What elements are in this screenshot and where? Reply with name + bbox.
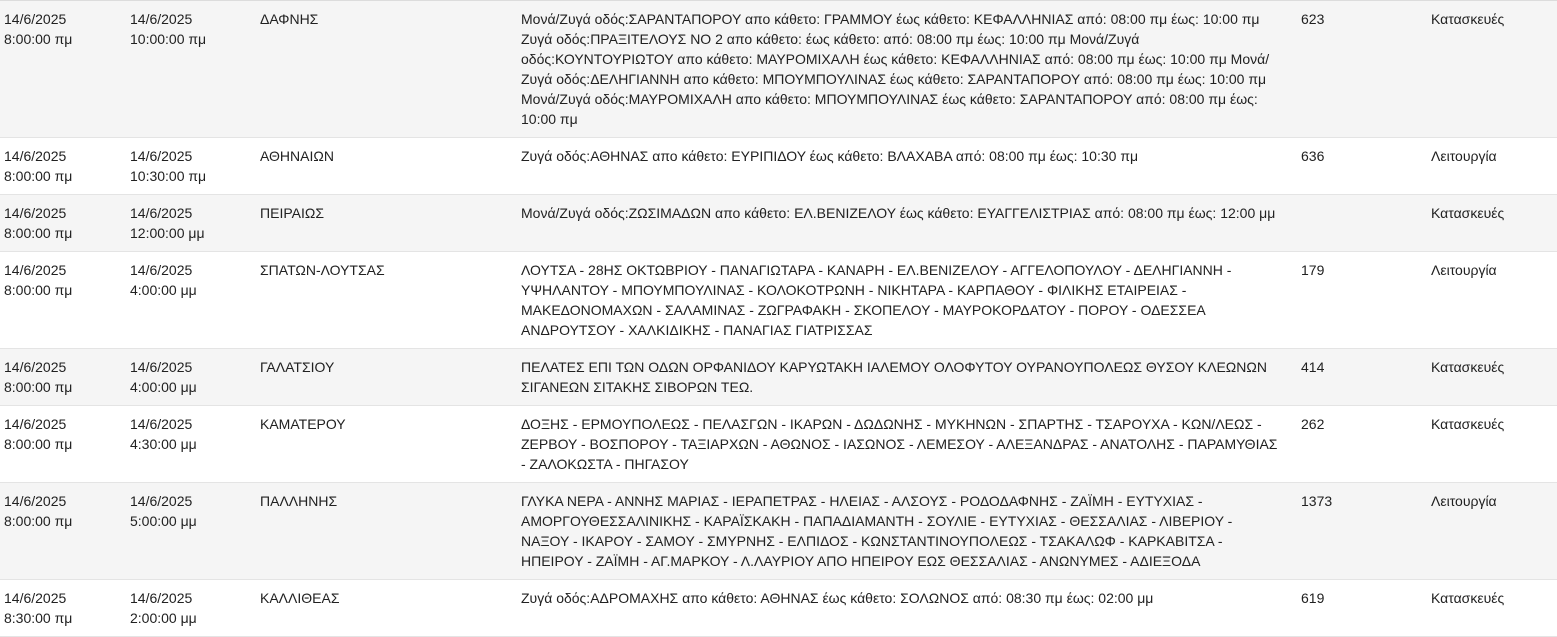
description-cell: Μονά/Ζυγά οδός:ΣΑΡΑΝΤΑΠΟΡΟΥ απο κάθετο: ΓΡΑΜΜΟΥ έως κάθετο: ΚΕΦΑΛΛΗΝΙΑΣ από: 08:00 πμ έως: 10:00 πμ Ζυγά οδός:ΠΡΑΞΙΤΕΛΟΥΣ ΝΟ 2 απο κάθετο: έως κάθετο: από: 08:00 πμ έως: 10:00 πμ Μονά/Ζυγά οδός:ΚΟΥΝΤΟΥΡΙΩΤΟΥ απο κάθετο: ΜΑΥΡΟΜΙΧΑΛΗ έως κάθετο: ΚΕΦΑΛΛΗΝΙΑΣ από: 08:00 πμ έως: 10:00 πμ Μονά/Ζυγά οδός:ΔΕΛΗΓΙΑΝΝΗ απο κάθετο: ΜΠΟΥΜΠΟΥΛΙΝΑΣ έως κάθετο: ΣΑΡΑΝΤΑΠΟΡΟΥ από: 08:00 πμ έως: 10:00 πμ Μονά/Ζυγά οδός:ΜΑΥΡΟΜΙΧΑΛΗ απο κάθετο: ΜΠΟΥΜΠΟΥΛΙΝΑΣ έως κάθετο: ΣΑΡΑΝΤΑΠΟΡΟΥ από: 08:00 πμ έως: 10:00 πμ [521,11,1270,127]
end-time: 2:00:00 μμ [130,610,197,626]
description-cell: ΠΕΛΑΤΕΣ ΕΠΙ ΤΩΝ ΟΔΩΝ ΟΡΦΑΝΙΔΟΥ ΚΑΡΥΩΤΑΚΗ ΙΑΛΕΜΟΥ ΟΛΟΦΥΤΟΥ ΟΥΡΑΝΟΥΠΟΛΕΩΣ ΘΥΣΟΥ ΚΛΕΩΝΩΝ ΣΙΓΑΝΕΩΝ ΣΙΤΑΚΗΣ ΣΙΒΟΡΩΝ ΤΕΩ. [521,359,1267,395]
end-datetime-cell [130,146,260,186]
end-datetime-cell [130,260,260,300]
end-date: 14/6/2025 [130,416,193,432]
type-cell: Κατασκευές [1431,590,1505,606]
number-cell: 1373 [1301,493,1333,509]
start-date: 14/6/2025 [4,205,67,221]
start-datetime-cell [0,9,130,49]
start-date: 14/6/2025 [4,416,67,432]
area-cell: ΓΑΛΑΤΣΙΟΥ [260,359,335,375]
end-time: 4:30:00 μμ [130,436,197,452]
start-time: 8:00:00 πμ [4,513,73,529]
number-cell: 636 [1301,148,1325,164]
table-row [0,580,1557,637]
start-datetime-cell [0,260,130,300]
area-cell: ΠΑΛΛΗΝΗΣ [260,493,338,509]
description-cell: Ζυγά οδός:ΑΔΡΟΜΑΧΗΣ απο κάθετο: ΑΘΗΝΑΣ έως κάθετο: ΣΟΛΩΝΟΣ από: 08:30 πμ έως: 02:00 μμ [521,590,1154,606]
area-cell: ΠΕΙΡΑΙΩΣ [260,205,324,221]
table-row [0,252,1557,349]
end-datetime-cell [130,588,260,628]
table-row [0,483,1557,580]
end-datetime-cell [130,203,260,243]
end-date: 14/6/2025 [130,205,193,221]
table-row [0,195,1557,252]
type-cell: Λειτουργία [1431,148,1497,164]
start-date: 14/6/2025 [4,493,67,509]
area-cell: ΔΑΦΝΗΣ [260,11,319,27]
start-date: 14/6/2025 [4,11,67,27]
table-row [0,349,1557,406]
description-cell: ΔΟΞΗΣ - ΕΡΜΟΥΠΟΛΕΩΣ - ΠΕΛΑΣΓΩΝ - ΙΚΑΡΩΝ - ΔΩΔΩΝΗΣ - ΜΥΚΗΝΩΝ - ΣΠΑΡΤΗΣ - ΤΣΑΡΟΥΧΑ - ΚΩΝ/ΛΕΩΣ - ΖΕΡΒΟΥ - ΒΟΣΠΟΡΟΥ - ΤΑΞΙΑΡΧΩΝ - ΑΘΩΝΟΣ - ΙΑΣΩΝΟΣ - ΛΕΜΕΣΟΥ - ΑΛΕΞΑΝΔΡΑΣ - ΑΝΑΤΟΛΗΣ - ΠΑΡΑΜΥΘΙΑΣ - ΖΑΛΟΚΩΣΤΑ - ΠΗΓΑΣΟΥ [521,416,1278,472]
start-datetime-cell [0,146,130,186]
type-cell: Λειτουργία [1431,262,1497,278]
start-time: 8:00:00 πμ [4,436,73,452]
end-date: 14/6/2025 [130,590,193,606]
type-cell: Κατασκευές [1431,359,1505,375]
end-time: 4:00:00 μμ [130,282,197,298]
start-time: 8:00:00 πμ [4,379,73,395]
area-cell: ΑΘΗΝΑΙΩΝ [260,148,334,164]
start-datetime-cell [0,491,130,531]
end-datetime-cell [130,357,260,397]
type-cell: Κατασκευές [1431,205,1505,221]
number-cell: 623 [1301,11,1325,27]
start-date: 14/6/2025 [4,262,67,278]
type-cell: Κατασκευές [1431,416,1505,432]
start-date: 14/6/2025 [4,148,67,164]
start-time: 8:30:00 πμ [4,610,73,626]
end-date: 14/6/2025 [130,11,193,27]
number-cell: 414 [1301,359,1325,375]
type-cell: Κατασκευές [1431,11,1505,27]
end-datetime-cell [130,414,260,454]
end-date: 14/6/2025 [130,148,193,164]
end-datetime-cell [130,491,260,531]
table-row [0,406,1557,483]
start-date: 14/6/2025 [4,359,67,375]
start-datetime-cell [0,203,130,243]
number-cell: 179 [1301,262,1325,278]
description-cell: Ζυγά οδός:ΑΘΗΝΑΣ απο κάθετο: ΕΥΡΙΠΙΔΟΥ έως κάθετο: ΒΛΑΧΑΒΑ από: 08:00 πμ έως: 10:30 πμ [521,148,1139,164]
end-time: 10:00:00 πμ [130,31,207,47]
end-time: 12:00:00 μμ [130,225,205,241]
table-row [0,138,1557,195]
type-cell: Λειτουργία [1431,493,1497,509]
start-time: 8:00:00 πμ [4,282,73,298]
number-cell: 262 [1301,416,1325,432]
end-time: 5:00:00 μμ [130,513,197,529]
start-time: 8:00:00 πμ [4,168,73,184]
area-cell: ΚΑΜΑΤΕΡΟΥ [260,416,346,432]
description-cell: Μονά/Ζυγά οδός:ΖΩΣΙΜΑΔΩΝ απο κάθετο: ΕΛ.ΒΕΝΙΖΕΛΟΥ έως κάθετο: ΕΥΑΓΓΕΛΙΣΤΡΙΑΣ από: 08:00 πμ έως: 12:00 μμ [521,205,1276,221]
description-cell: ΛΟΥΤΣΑ - 28ΗΣ ΟΚΤΩΒΡΙΟΥ - ΠΑΝΑΓΙΩΤΑΡΑ - ΚΑΝΑΡΗ - ΕΛ.ΒΕΝΙΖΕΛΟΥ - ΑΓΓΕΛΟΠΟΥΛΟΥ - ΔΕΛΗΓΙΑΝΝΗ - ΥΨΗΛΑΝΤΟΥ - ΜΠΟΥΜΠΟΥΛΙΝΑΣ - ΚΟΛΟΚΟΤΡΩΝΗ - ΝΙΚΗΤΑΡΑ - ΚΑΡΠΑΘΟΥ - ΦΙΛΙΚΗΣ ΕΤΑΙΡΕΙΑΣ - ΜΑΚΕΔΟΝΟΜΑΧΩΝ - ΣΑΛΑΜΙΝΑΣ - ΖΩΓΡΑΦΑΚΗ - ΣΚΟΠΕΛΟΥ - ΜΑΥΡΟΚΟΡΔΑΤΟΥ - ΠΟΡΟΥ - ΟΔΕΣΣΕΑ ΑΝΔΡΟΥΤΣΟΥ - ΧΑΛΚΙΔΙΚΗΣ - ΠΑΝΑΓΙΑΣ ΓΙΑΤΡΙΣΣΑΣ [521,262,1232,338]
start-time: 8:00:00 πμ [4,225,73,241]
table-row [0,1,1557,138]
start-time: 8:00:00 πμ [4,31,73,47]
end-datetime-cell [130,9,260,49]
end-date: 14/6/2025 [130,359,193,375]
end-date: 14/6/2025 [130,262,193,278]
start-datetime-cell [0,414,130,454]
start-datetime-cell [0,588,130,628]
end-date: 14/6/2025 [130,493,193,509]
area-cell: ΚΑΛΛΙΘΕΑΣ [260,590,340,606]
description-cell: ΓΛΥΚΑ ΝΕΡΑ - ΑΝΝΗΣ ΜΑΡΙΑΣ - ΙΕΡΑΠΕΤΡΑΣ - ΗΛΕΙΑΣ - ΑΛΣΟΥΣ - ΡΟΔΟΔΑΦΝΗΣ - ΖΑΪΜΗ - ΕΥΤΥΧΙΑΣ - ΑΜΟΡΓΟΥΘΕΣΣΑΛΙΝΙΚΗΣ - ΚΑΡΑΪΣΚΑΚΗ - ΠΑΠΑΔΙΑΜΑΝΤΗ - ΣΟΥΛΙΕ - ΕΥΤΥΧΙΑΣ - ΘΕΣΣΑΛΙΑΣ - ΛΙΒΕΡΙΟΥ - ΝΑΞΟΥ - ΙΚΑΡΟΥ - ΣΑΜΟΥ - ΣΜΥΡΝΗΣ - ΕΛΠΙΔΟΣ - ΚΩΝΣΤΑΝΤΙΝΟΥΠΟΛΕΩΣ - ΤΣΑΚΑΛΩΦ - ΚΑΡΚΑΒΙΤΣΑ - ΗΠΕΙΡΟΥ - ΖΑΪΜΗ - ΑΓ.ΜΑΡΚΟΥ - Λ.ΛΑΥΡΙΟΥ ΑΠΟ ΗΠΕΙΡΟΥ ΕΩΣ ΘΕΣΣΑΛΙΑΣ - ΑΝΩΝΥΜΕΣ - ΑΔΙΕΞΟΔΑ [521,493,1233,569]
end-time: 10:30:00 πμ [130,168,207,184]
start-datetime-cell [0,357,130,397]
number-cell: 619 [1301,590,1325,606]
end-time: 4:00:00 μμ [130,379,197,395]
start-date: 14/6/2025 [4,590,67,606]
area-cell: ΣΠΑΤΩΝ-ΛΟΥΤΣΑΣ [260,262,385,278]
